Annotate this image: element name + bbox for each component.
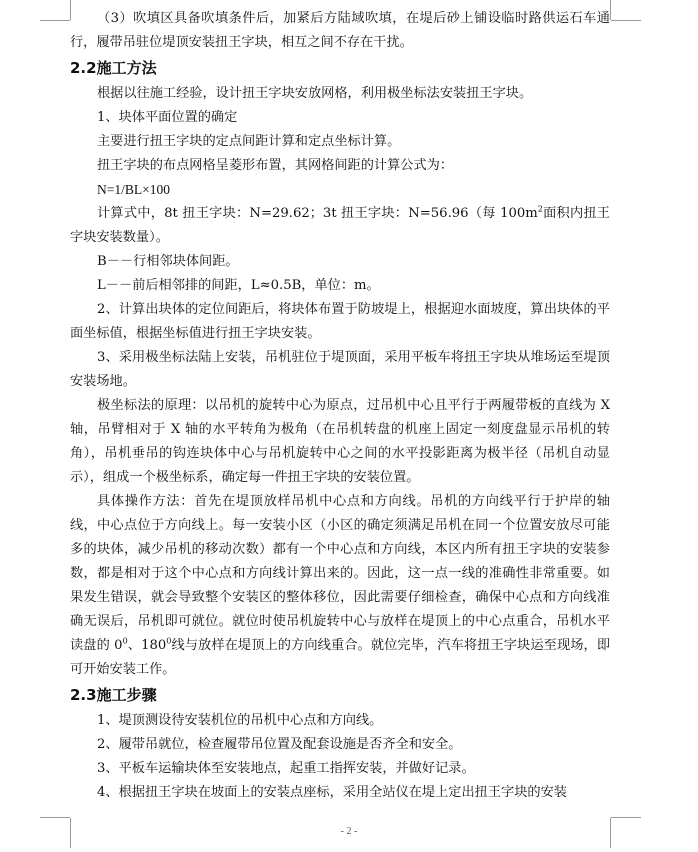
operation-text-mid: 、180 (127, 638, 167, 653)
paragraph-intro: 根据以往施工经验，设计扭王字块安放网格，利用极坐标法安装扭王字块。 (97, 86, 533, 101)
paragraph-operation-method (70, 490, 610, 682)
definition-b: B－－行相邻块体间距。 (97, 254, 239, 269)
crop-mark-bottom-left-h (40, 817, 70, 818)
paragraph-polar-principle: 极坐标法的原理：以吊机的旋转中心为原点，过吊机中心且平行于两履带板的直线为 X 轴，吊臂相对于 X 轴的水平转角为极角（在吊机转盘的机座上固定一刻度盘显示吊机的转角），吊机垂吊的钩连块体中心与吊机旋转中心之间的水平投影距离为极半径（吊机自动显示），组成一个极坐标系，确定每一件扭王字块的安装位置。 (70, 398, 610, 485)
crop-mark-top-right-h (611, 20, 641, 21)
section-heading-construction-method: 2.2施工方法 (70, 59, 157, 77)
calc-text-post: 面积内扭王字块安装数量）。 (70, 206, 610, 245)
calc-text-pre: 计算式中，8t 扭王字块：N=29.62；3t 扭王字块：N=56.96（每 100m (97, 206, 538, 221)
paragraph-step-2: 2、计算出块体的定位间距后，将块体布置于防坡堤上，根据迎水面坡度，算出块体的平面坐标值，根据坐标值进行扭王字块安装。 (70, 302, 610, 341)
operation-text-post: 线与放样在堤顶上的方向线重合。就位完毕，汽车将扭王字块运至现场，即可开始安装工作。 (70, 638, 611, 677)
degree-superscript-1: 0 (122, 636, 128, 646)
paragraph-calculation (70, 202, 610, 250)
crop-mark-bottom-right-h (611, 817, 641, 818)
page-number: - 2 - (340, 826, 358, 837)
paragraph-step-3: 3、采用极坐标法陆上安装，吊机驻位于堤顶面，采用平板车将扭王字块从堆场运至堤顶安装场地。 (70, 350, 610, 389)
crop-mark-top-right-v (610, 0, 611, 20)
paragraph-step-1-title: 1、块体平面位置的确定 (97, 110, 238, 125)
construction-step-4: 4、根据扭王字块在坡面上的安装点座标，采用全站仪在堤上定出扭王字块的安装 (97, 785, 567, 800)
section-heading-construction-steps: 2.3施工步骤 (70, 686, 157, 704)
paragraph-step-1b: 扭王字块的布点网格呈菱形布置，其网格间距的计算公式为： (97, 158, 454, 173)
definition-l: L－－前后相邻排的间距，L≈0.5B，单位：m。 (97, 278, 380, 293)
crop-mark-top-left-h (40, 20, 70, 21)
construction-step-1: 1、堤顶测设待安装机位的吊机中心点和方向线。 (97, 713, 383, 728)
calc-superscript: 2 (537, 204, 543, 214)
document-page (70, 7, 610, 805)
operation-text-pre: 具体操作方法：首先在堤顶放样吊机中心点和方向线。吊机的方向线平行于护岸的轴线，中心点位于方向线上。每一安装小区（小区的确定须满足吊机在同一个位置安放尽可能多的块体，减少吊机的移动次数）都有一个中心点和方向线，本区内所有扭王字块的安装参数，都是相对于这个中心点和方向线计算出来的。因此，这一点一线的准确性非常重要。如果发生错误，就会导致整个安装区的整体移位，因此需要仔细检查，确保中心点和方向线准确无误后，吊机即可就位。就位时使吊机旋转中心与放样在堤顶上的中心点重合，吊机水平读盘的 0 (70, 494, 610, 653)
formula: N=1/BL×100 (97, 182, 170, 197)
paragraph-step-1a: 主要进行扭王字块的定点间距计算和定点坐标计算。 (97, 134, 401, 149)
paragraph-reclamation: （3）吹填区具备吹填条件后，加紧后方陆域吹填，在堤后砂上铺设临时路供运石车通行，履带吊驻位堤顶安装扭王字块，相互之间不存在干扰。 (70, 11, 610, 50)
construction-step-3: 3、平板车运输块体至安装地点，起重工指挥安装，并做好记录。 (97, 761, 475, 776)
degree-superscript-2: 0 (166, 636, 172, 646)
construction-step-2: 2、履带吊就位，检查履带吊位置及配套设施是否齐全和安全。 (97, 737, 462, 752)
